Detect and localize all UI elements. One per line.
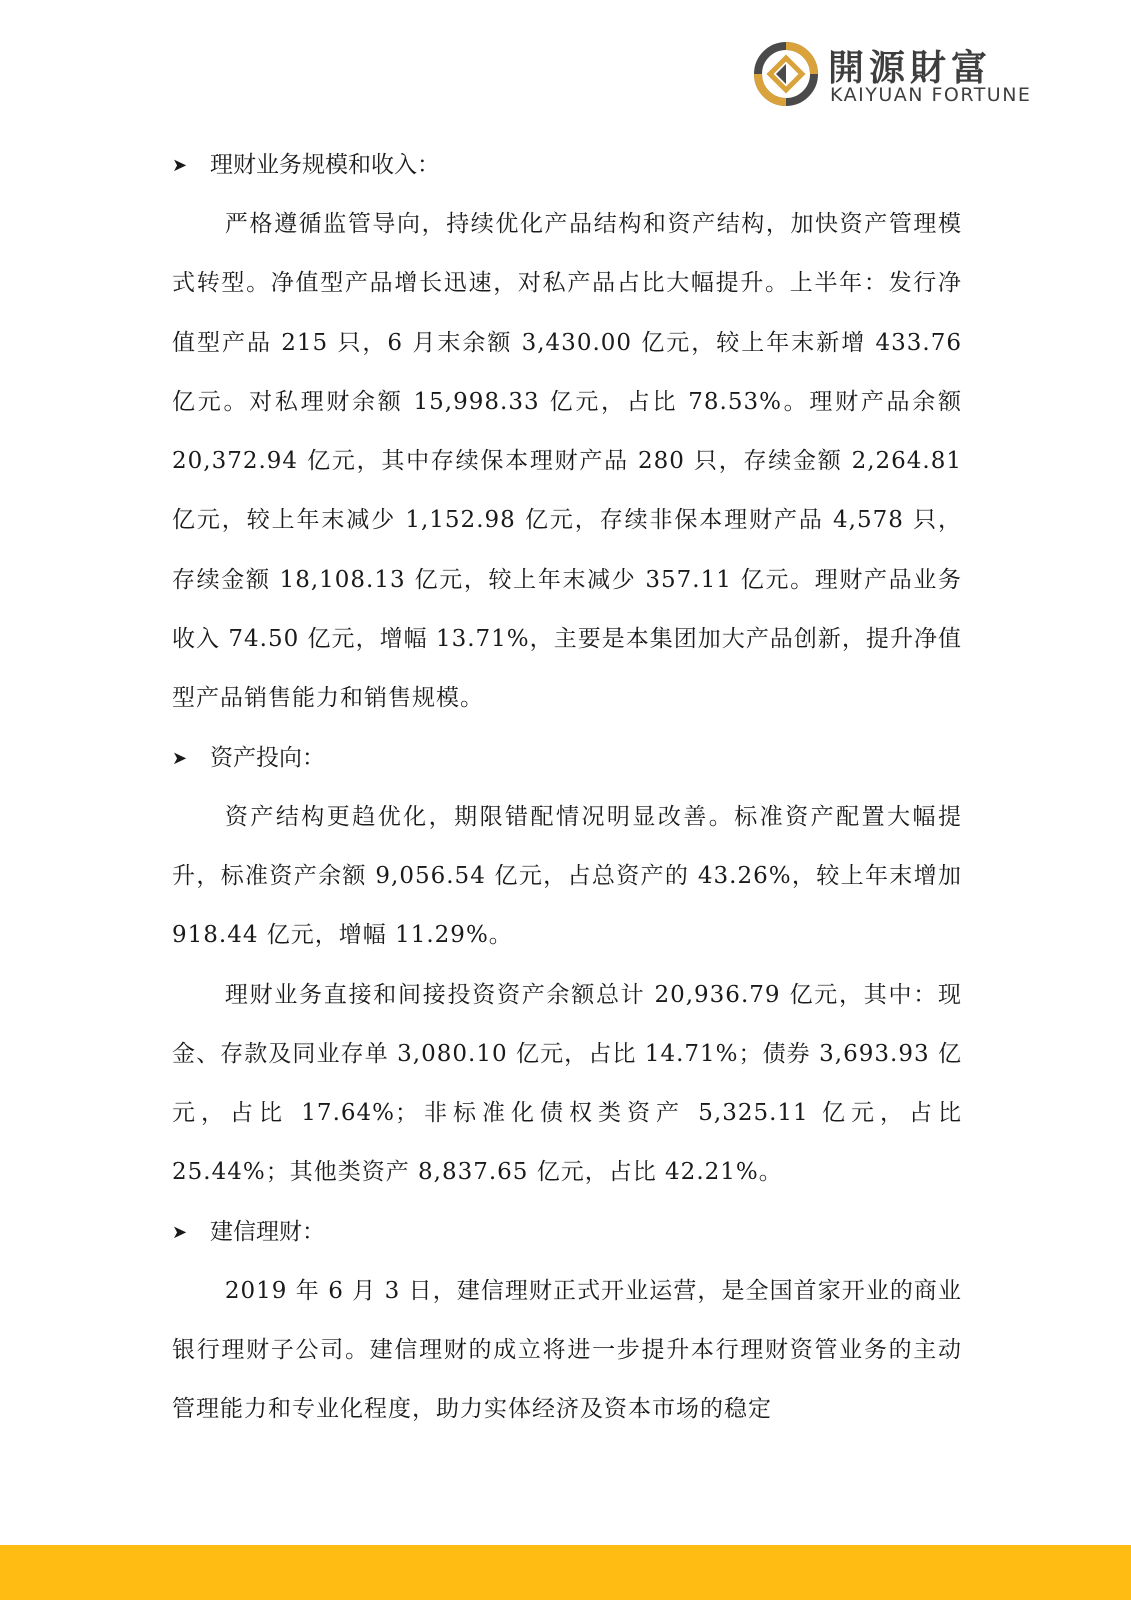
footer-bar — [0, 1545, 1131, 1600]
section-heading-asset-allocation — [172, 729, 962, 788]
kaiyuan-logo-icon — [754, 42, 818, 106]
paragraph-asset-structure: 资产结构更趋优化，期限错配情况明显改善。标准资产配置大幅提升，标准资产余额 9,056.54 亿元，占总资产的 43.26%，较上年末增加 918.44 亿元，增幅 11.29%。 — [172, 803, 962, 949]
section-heading-wealth-scale — [172, 136, 962, 195]
section-heading-text: 建信理财： — [210, 1218, 325, 1245]
kaiyuan-fortune-logo — [754, 42, 1044, 108]
arrowhead-bullet-icon: ➤ — [172, 155, 188, 176]
paragraph-ccb-wealth: 2019 年 6 月 3 日，建信理财正式开业运营，是全国首家开业的商业银行理财子公司。建信理财的成立将进一步提升本行理财资管业务的主动管理能力和专业化程度，助力实体经济及资本市场的稳定 — [172, 1277, 962, 1423]
arrowhead-bullet-icon: ➤ — [172, 747, 188, 769]
paragraph-asset-breakdown: 理财业务直接和间接投资资产余额总计 20,936.79 亿元，其中：现金、存款及同业存单 3,080.10 亿元，占比 14.71%；债券 3,693.93 亿元，占比 17.64%；非标准化债权类资产 5,325.11 亿元，占比 25.44%；其他类资产 8,837.65 亿元，占比 42.21%。 — [172, 981, 962, 1186]
brand-name-en: KAIYUAN FORTUNE — [830, 84, 1032, 106]
arrowhead-bullet-icon: ➤ — [172, 1221, 188, 1243]
section-heading-text: 理财业务规模和收入： — [210, 152, 440, 178]
paragraph-wealth-scale: 严格遵循监管导向，持续优化产品结构和资产结构，加快资产管理模式转型。净值型产品增长迅速，对私产品占比大幅提升。上半年：发行净值型产品 215 只，6 月末余额 3,430.00 亿元，较上年末新增 433.76 亿元。对私理财余额 15,998.33 亿元，占比 78.53%。理财产品余额 20,372.94 亿元，其中存续保本理财产品 280 只，存续金额 2,264.81 亿元，较上年末减少 1,152.98 亿元，存续非保本理财产品 4,578 只，存续金额 18,108.13 亿元，较上年末减少 357.11 亿元。理财产品业务收入 74.50 亿元，增幅 13.71%，主要是本集团加大产品创新，提升净值型产品销售能力和销售规模。 — [172, 211, 962, 712]
section-heading-ccb-wealth — [172, 1203, 962, 1262]
brand-name-cn: 開源財富 — [828, 48, 993, 89]
document-body — [172, 136, 962, 1440]
section-heading-text: 资产投向： — [210, 744, 325, 771]
